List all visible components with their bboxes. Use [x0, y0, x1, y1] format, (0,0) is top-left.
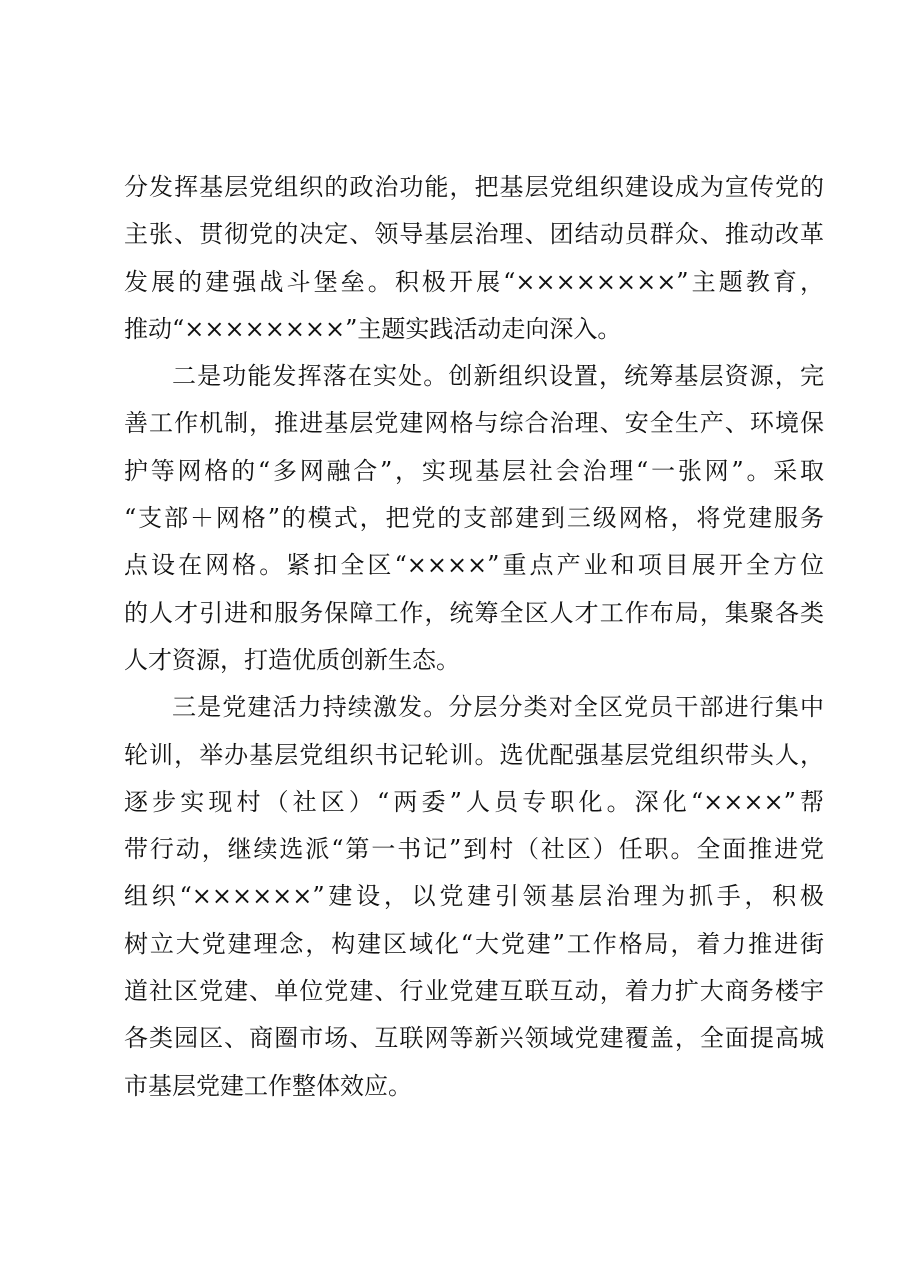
text-line: 人才资源，打造优质创新生态。 [124, 645, 460, 674]
text-line: 树立大党建理念，构建区域化“大党建”工作格局，着力推进街 [124, 929, 824, 958]
text-line: 带行动，继续选派“第一书记”到村（社区）任职。全面推进党 [124, 835, 824, 864]
text-line: 护等网格的“多网融合”，实现基层社会治理“一张网”。采取 [124, 456, 824, 485]
text-line: 逐步实现村（社区）“两委”人员专职化。深化“××××”帮 [124, 787, 824, 816]
text-line: 的人才引进和服务保障工作，统筹全区人才工作布局，集聚各类 [124, 598, 824, 627]
paragraph-function [124, 353, 824, 684]
text-line: 发展的建强战斗堡垒。积极开展“××××××××”主题教育， [124, 267, 824, 296]
text-line: 点设在网格。紧扣全区“××××”重点产业和项目展开全方位 [124, 551, 824, 580]
text-line: 二是功能发挥落在实处。创新组织设置，统筹基层资源，完 [172, 362, 824, 391]
text-line: 市基层党建工作整体效应。 [124, 1071, 412, 1100]
text-line: “支部＋网格”的模式，把党的支部建到三级网格，将党建服务 [124, 504, 824, 533]
text-line: 组织“××××××”建设，以党建引领基层治理为抓手，积极 [124, 882, 824, 911]
text-line: 善工作机制，推进基层党建网格与综合治理、安全生产、环境保 [124, 409, 824, 438]
text-line: 道社区党建、单位党建、行业党建互联互动，着力扩大商务楼宇 [124, 977, 824, 1006]
text-line: 分发挥基层党组织的政治功能，把基层党组织建设成为宣传党的 [124, 173, 824, 201]
text-line: 轮训，举办基层党组织书记轮训。选优配强基层党组织带头人， [124, 740, 824, 769]
text-line: 主张、贯彻党的决定、领导基层治理、团结动员群众、推动改革 [124, 220, 824, 249]
text-line: 推动“××××××××”主题实践活动走向深入。 [124, 314, 622, 343]
text-line: 各类园区、商圈市场、互联网等新兴领域党建覆盖，全面提高城 [124, 1024, 824, 1053]
text-line: 三是党建活力持续激发。分层分类对全区党员干部进行集中 [172, 693, 824, 722]
paragraph-vitality [124, 684, 824, 1110]
paragraph-continuation [124, 164, 824, 353]
document-body [124, 164, 824, 1110]
